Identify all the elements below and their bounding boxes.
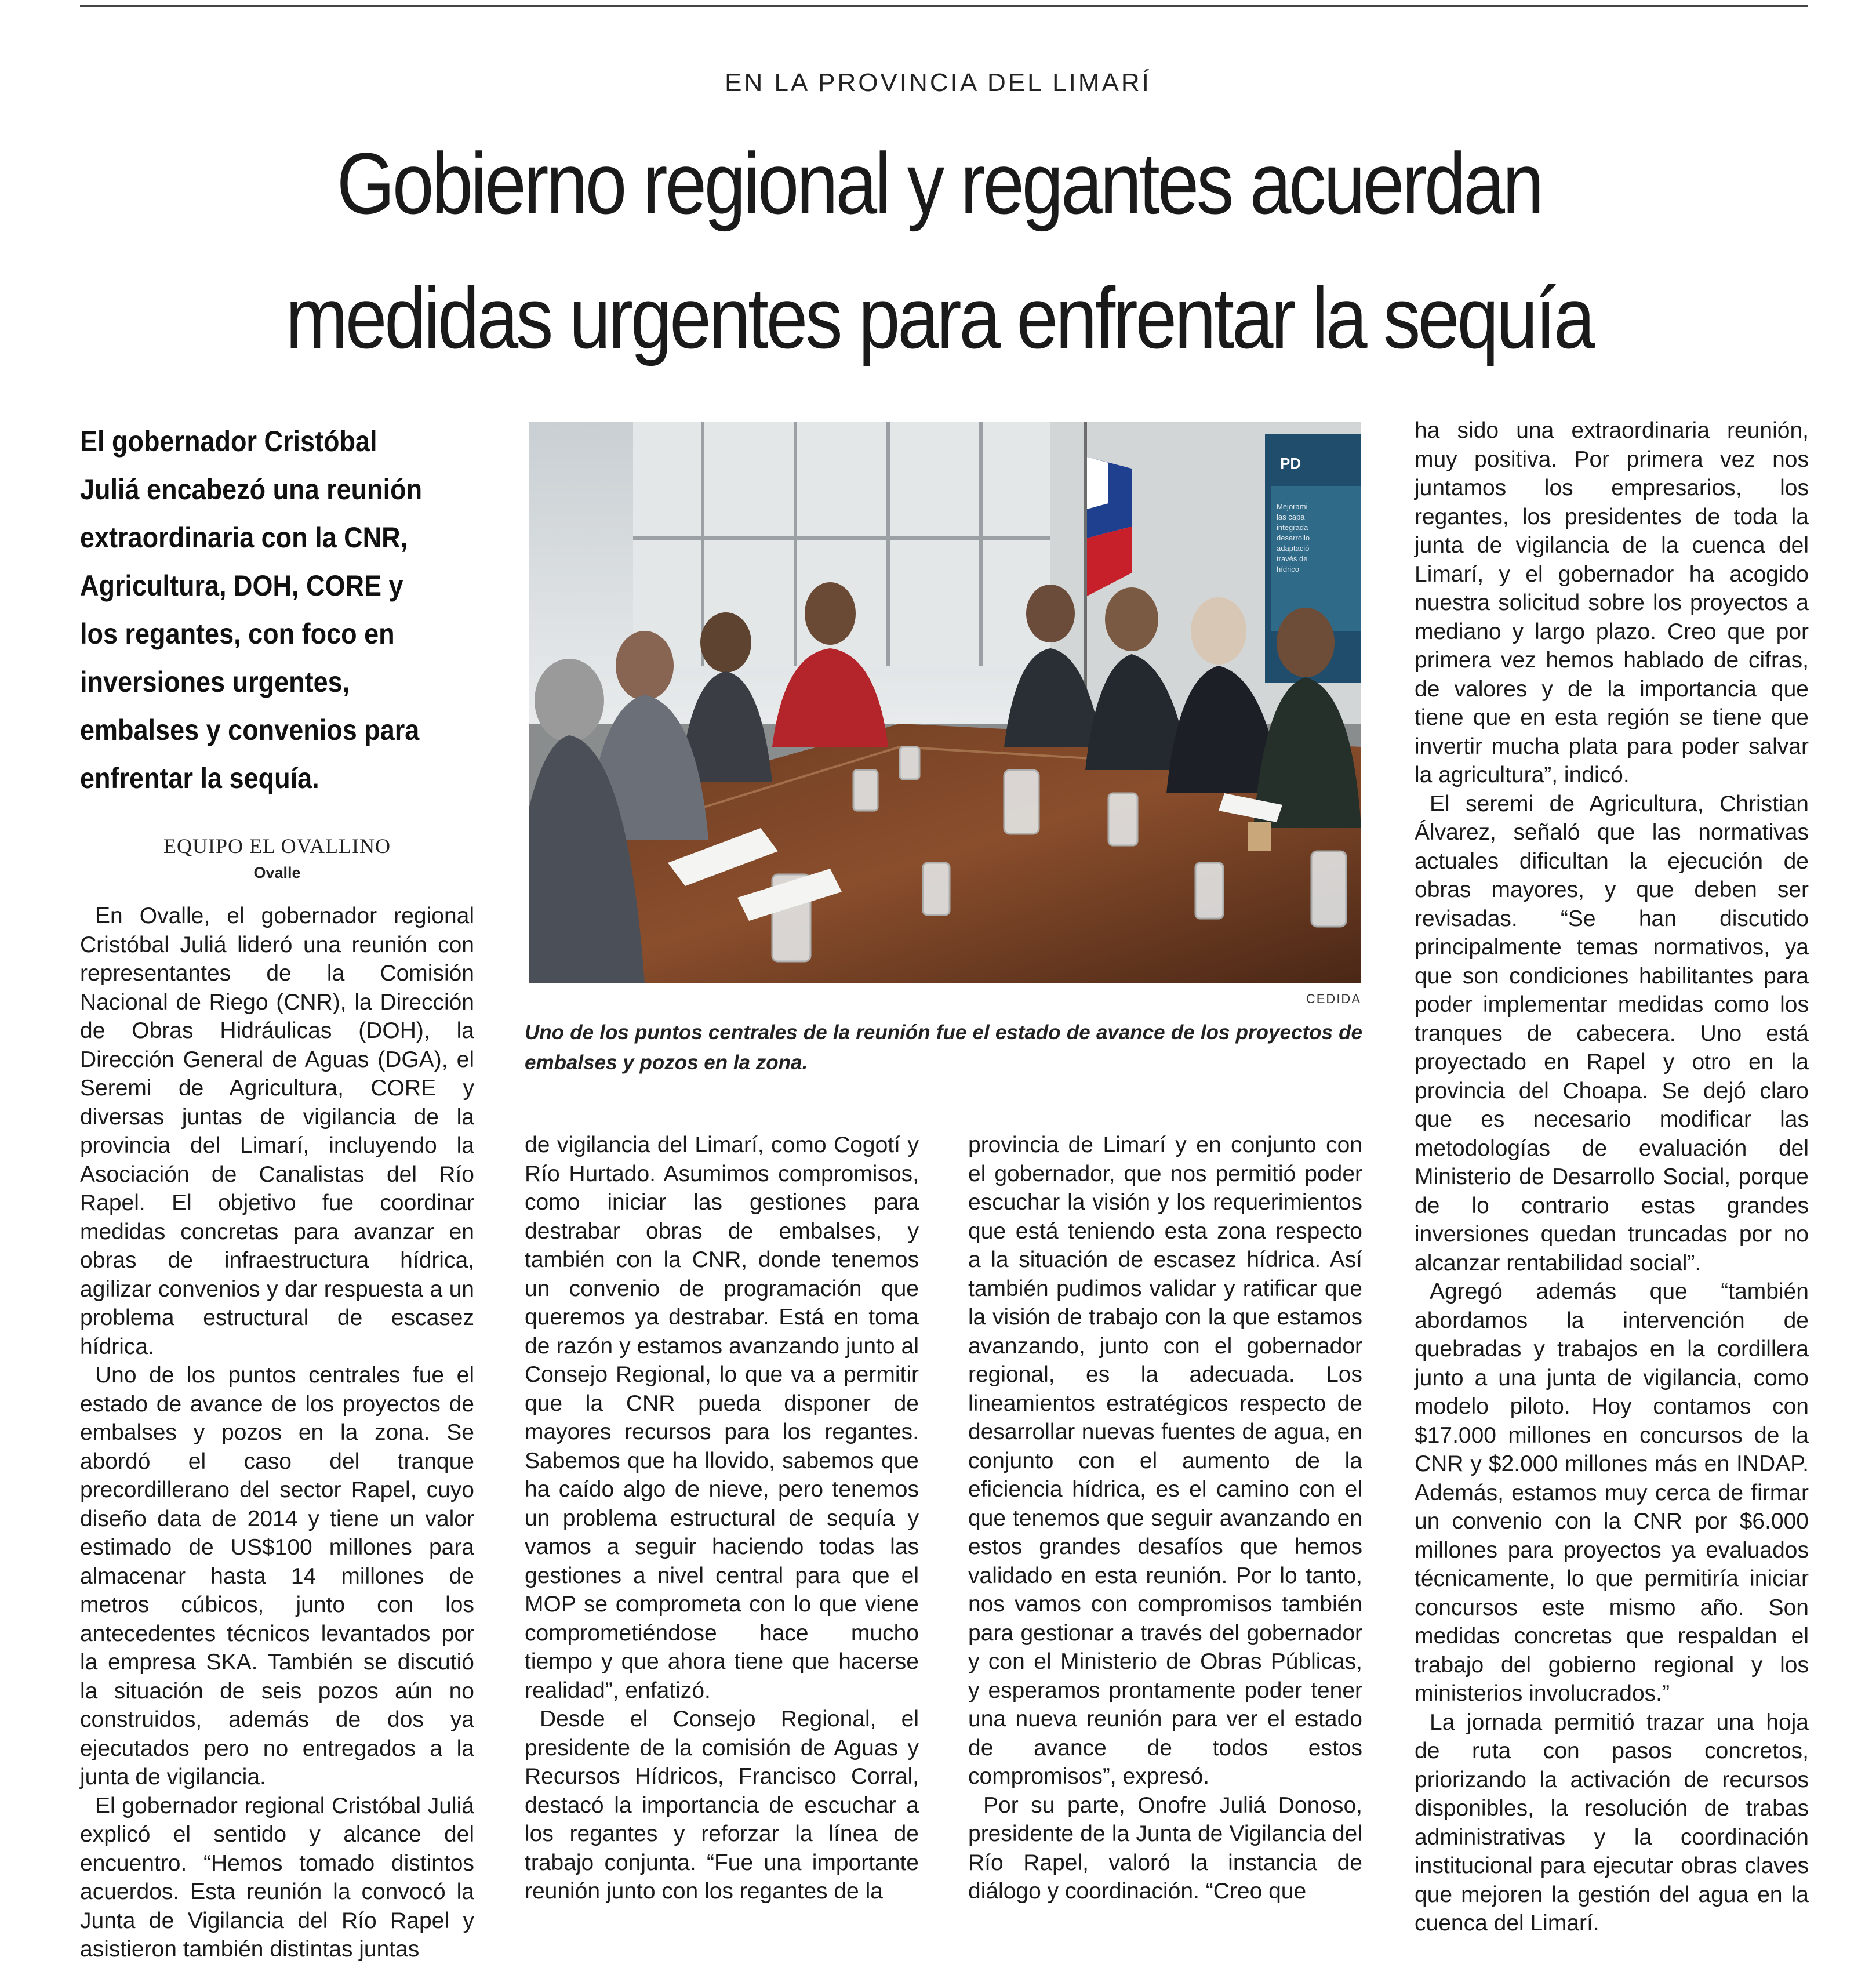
banner-line: hídrico: [1277, 565, 1300, 573]
headline: [191, 116, 1687, 385]
headline-line-1: Gobierno regional y regantes acuerdan: [336, 135, 1542, 232]
banner-title: PD: [1280, 455, 1301, 472]
body-column-2: [525, 1131, 919, 1906]
photo-credit: CEDIDA: [1306, 992, 1361, 1006]
paragraph: El gobernador regional Cristóbal Juliá explicó el sentido y alcance del encuentro. “Hemos tomado distintos acuerdos. Esta reunión la convocó la Junta de Vigilancia del Río Rapel y asistieron también distintas juntas: [80, 1793, 474, 1962]
paragraph: ha sido una extraordinaria reunión, muy positiva. Por primera vez nos juntamos los empresarios, los regantes, los presidentes de toda la junta de vigilancia de la cuenca del Limarí, y el gobernador ha acogido nuestra solicitud sobre los proyectos a mediano y largo plazo. Creo que por primera vez hemos hablado de cifras, de valores y de la importancia que tiene que en esta región se tiene que invertir mucha plata para poder salvar la agricultura”, indicó.: [1415, 418, 1809, 787]
banner-line: adaptació: [1277, 544, 1310, 553]
banner-line: desarrollo: [1277, 533, 1310, 542]
byline-author: EQUIPO EL OVALLINO: [163, 834, 391, 858]
paragraph: En Ovalle, el gobernador regional Cristóbal Juliá lideró una reunión con representantes de la Comisión Nacional de Riego (CNR), la Dirección de Obras Hidráulicas (DOH), la Dirección General de Aguas (DGA), el Seremi de Agricultura, CORE y diversas juntas de vigilancia de la provincia del Limarí, incluyendo la Asociación de Canalistas del Río Rapel. El objetivo fue coordinar medidas concretas para avanzar en obras de infraestructura hídrica, agilizar convenios y dar respuesta a un problema estructural de escasez hídrica.: [80, 903, 474, 1359]
body-column-4: [1415, 416, 1809, 1938]
banner-line: las capa: [1277, 513, 1305, 521]
photo-caption: Uno de los puntos centrales de la reunión fue el estado de avance de los proyectos de embalses y pozos en la zona.: [525, 1021, 1362, 1074]
paragraph: Por su parte, Onofre Juliá Donoso, presidente de la Junta de Vigilancia del Río Rapel, valoró la instancia de diálogo y coordinación. “Creo que: [968, 1792, 1362, 1904]
body-column-1: [80, 902, 474, 1964]
paragraph: Desde el Consejo Regional, el presidente de la comisión de Aguas y Recursos Hídricos, Francisco Corral, destacó la importancia de escuchar a los regantes y reforzar la línea de trabajo conjunta. “Fue una importante reunión junto con los regantes de la: [525, 1707, 919, 1904]
banner-line: integrada: [1277, 523, 1308, 532]
meeting-photo: [529, 422, 1361, 983]
banner-line: Mejorami: [1277, 502, 1308, 511]
paragraph: El seremi de Agricultura, Christian Álvarez, señaló que las normativas actuales dificultan la ejecución de obras mayores, y que deben ser revisadas. “Se han discutido principalmente temas normativos, ya que son condiciones habilitantes para poder implementar medidas como los tranques de cabecera. Uno está proyectado en Rapel y otro en la provincia del Choapa. Se dejó claro que es necesario modificar las metodologías de evaluación del Ministerio de Desarrollo Social, porque de lo contrario estas grandes inversiones quedan truncadas por no alcanzar rentabilidad social”.: [1415, 791, 1809, 1276]
section-kicker: EN LA PROVINCIA DEL LIMARÍ: [725, 68, 1151, 97]
body-column-3: [968, 1131, 1362, 1906]
byline-place: Ovalle: [253, 864, 301, 881]
paragraph: La jornada permitió trazar una hoja de ruta con pasos concretos, priorizando la activación de recursos disponibles, la resolución de trabas administrativas y la coordinación institucional para ejecutar obras claves que mejoren la gestión del agua en la cuenca del Limarí.: [1415, 1709, 1809, 1936]
top-rule: [80, 5, 1808, 7]
meeting-photo-illustration: [529, 422, 1361, 983]
lead-paragraph: El gobernador Cristóbal Juliá encabezó una reunión extraordinaria con la CNR, Agricultura, DOH, CORE y los regantes, con foco en inversiones urgentes, embalses y convenios para enfrentar la sequía.: [80, 425, 423, 794]
paragraph: provincia de Limarí y en conjunto con el gobernador, que nos permitió poder escuchar la visión y los requerimientos que está teniendo esta zona respecto a la situación de escasez hídrica. Así también pudimos validar y ratificar que la visión de trabajo con la que estamos avanzando, junto con el gobernador regional, es la adecuada. Los lineamientos estratégicos respecto de desarrollar nuevas fuentes de agua, en conjunto con el aumento de la eficiencia hídrica, es el camino con el que tenemos que seguir avanzando en estos grandes desafíos que hemos validado en esta reunión. Por lo tanto, nos vamos con compromisos también para gestionar a través del gobernador y con el Ministerio de Obras Públicas, y esperamos prontamente poder tener una nueva reunión para ver el estado de avance de todos estos compromisos”, expresó.: [968, 1132, 1362, 1789]
headline-line-2: medidas urgentes para enfrentar la sequía: [285, 269, 1593, 366]
banner-line: través de: [1277, 554, 1308, 563]
paragraph: Agregó además que “también abordamos la intervención de quebradas y trabajos en la cordillera junto a una junta de vigilancia, como modelo piloto. Hoy contamos con $17.000 millones en concursos de la CNR y $2.000 millones más en INDAP. Además, estamos muy cerca de firmar un convenio con la CNR por $6.000 millones para proyectos ya evaluados técnicamente, lo que permitiría iniciar concursos este mismo año. Son medidas concretas que respaldan el trabajo del gobierno regional y los ministerios involucrados.”: [1415, 1279, 1809, 1706]
paragraph: de vigilancia del Limarí, como Cogotí y Río Hurtado. Asumimos compromisos, como iniciar las gestiones para destrabar obras de embalses, y también con la CNR, donde tenemos un convenio de programación que queremos ya destrabar. Está en toma de razón y estamos avanzando junto al Consejo Regional, lo que va a permitir que la CNR pueda disponer de mayores recursos para los regantes. Sabemos que ha llovido, sabemos que ha caído algo de nieve, pero tenemos un problema estructural de sequía y vamos a seguir haciendo todas las gestiones a nivel central para que el MOP se comprometa con lo que viene comprometiéndose hace mucho tiempo y que ahora tiene que hacerse realidad”, enfatizó.: [525, 1132, 919, 1703]
paragraph: Uno de los puntos centrales fue el estado de avance de los proyectos de embalses y pozos en la zona. Se abordó el caso del tranque precordillerano del sector Rapel, cuyo diseño data de 2014 y tiene un valor estimado de US$100 millones para almacenar hasta 14 millones de metros cúbicos, junto con los antecedentes técnicos levantados por la empresa SKA. También se discutió la situación de seis pozos aún no construidos, además de dos ya ejecutados pero no entregados a la junta de vigilancia.: [80, 1363, 474, 1789]
